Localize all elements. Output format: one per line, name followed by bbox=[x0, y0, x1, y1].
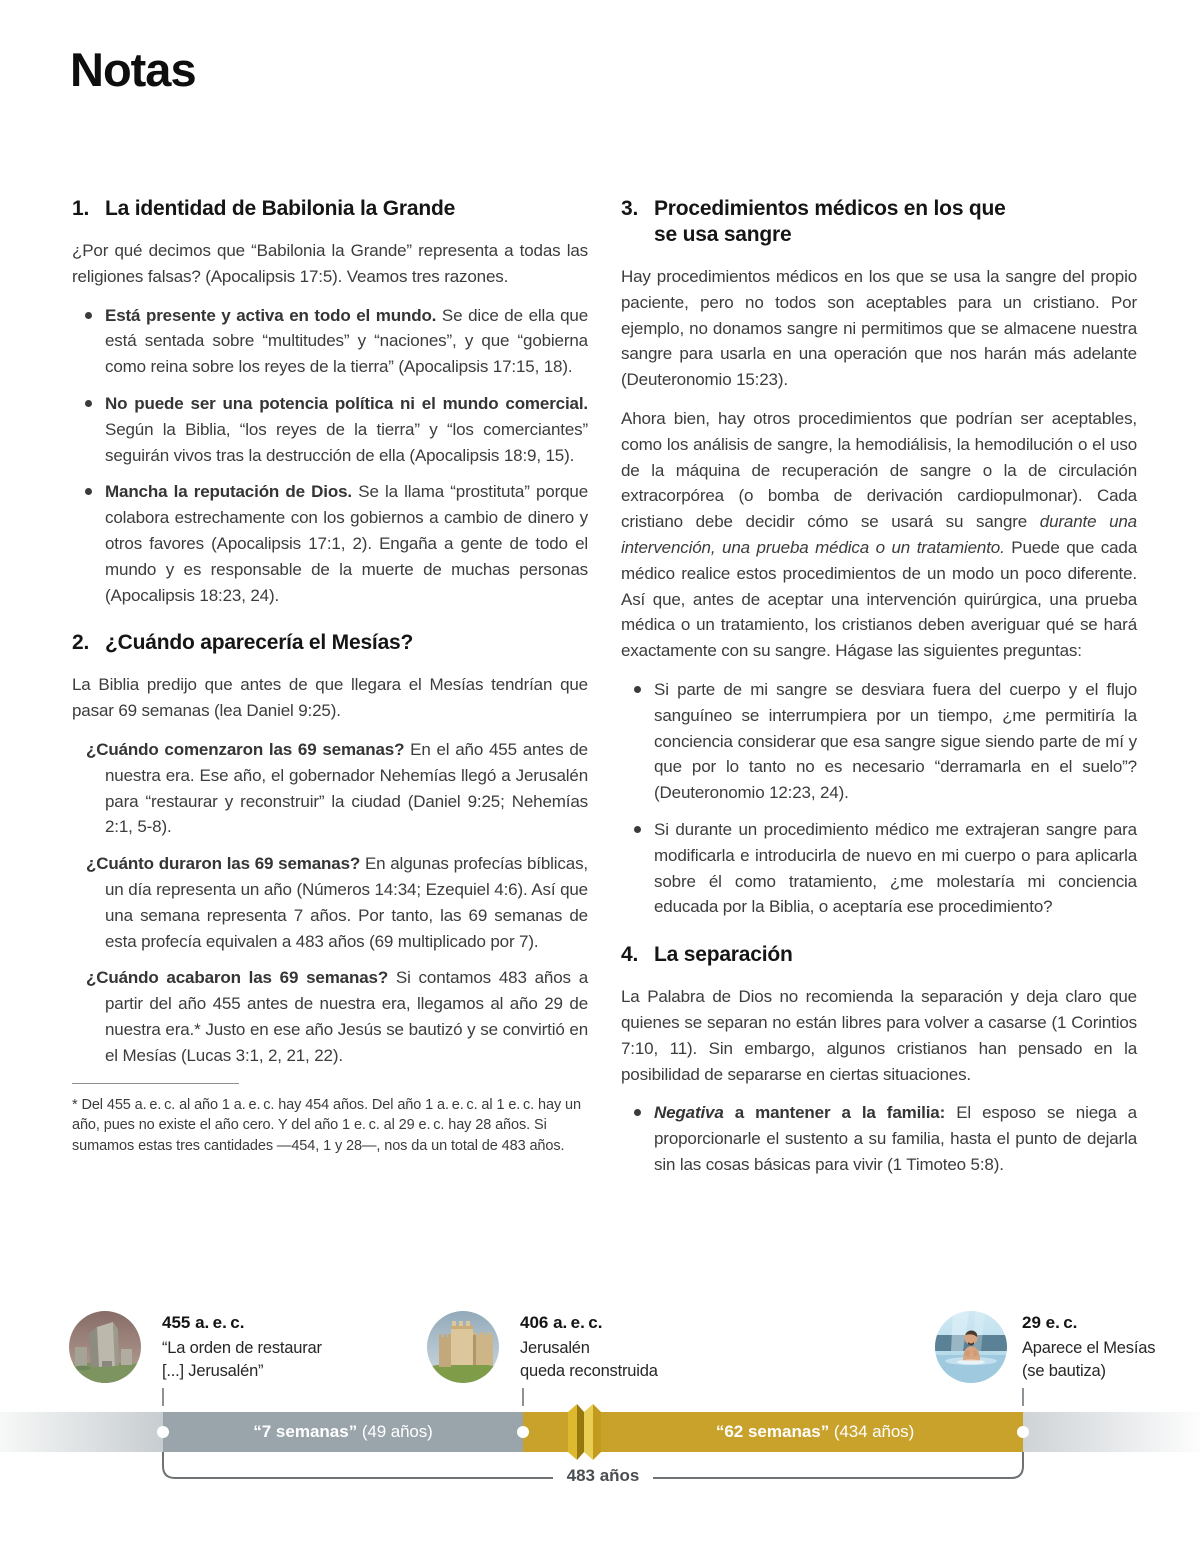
total-years-label: 483 años bbox=[566, 1466, 640, 1485]
section-4-intro bbox=[621, 984, 1137, 1087]
section-3-p2-text-after: Puede que cada médico realice estos procedimientos de un modo un poco diferente. Así que, antes de aceptar una intervención quirúrgica, una prueba médica o un tratamiento, los cristianos deben averiguar qué se hará exactamente con su sangre. Hágase las siguientes preguntas: bbox=[621, 537, 1138, 661]
timeline-bar-fade-left bbox=[0, 1412, 163, 1452]
section-3-p1-text: Hay procedimientos médicos en los que se usa la sangre del propio paciente, pero no todos son aceptables para un cristiano. Por ejemplo, no donamos sangre ni permitimos que se almacene nuestra sangre para usarla en una operación que nos harán más adelante (Deuteronomio 15:23). bbox=[621, 267, 1137, 390]
event-year: 29 e. c. bbox=[1022, 1313, 1078, 1332]
segment-label-rest: (434 años) bbox=[829, 1422, 915, 1441]
ruins-image bbox=[69, 1311, 141, 1383]
left-column bbox=[72, 196, 588, 1157]
bullet-dot bbox=[85, 488, 92, 495]
city-walls-illustration bbox=[427, 1311, 499, 1383]
baptism-image bbox=[935, 1311, 1007, 1383]
bullet-item bbox=[621, 677, 1137, 806]
event-description: Aparece el Mesías bbox=[1022, 1339, 1156, 1357]
footnote-rule bbox=[72, 1083, 239, 1084]
section-3-title-line1: Procedimientos médicos en los que bbox=[654, 197, 1006, 220]
bullet-lead: No puede ser una potencia política ni el mundo comercial. bbox=[105, 393, 588, 413]
bullet-lead: a mantener a la familia: bbox=[723, 1103, 957, 1123]
bullet-item bbox=[72, 479, 588, 608]
bullet-text: Según la Biblia, “los reyes de la tierra” y “los comerciantes” seguirán vivos tras la destrucción de ella (Apocalipsis 18:9, 15). bbox=[105, 419, 588, 465]
qa-paragraph bbox=[72, 965, 588, 1068]
footnote: * Del 455 a. e. c. al año 1 a. e. c. hay 454 años. Del año 1 a. e. c. al 1 e. c. hay un año, pues no existe el año cero. Y del año 1 e. c. al 29 e. c. hay 28 años. Si sumamos estas tres cantidades —454, 1 y 28—, nos da un total de 483 años. bbox=[72, 1096, 581, 1155]
section-4-heading bbox=[621, 942, 1137, 968]
city-walls-image bbox=[427, 1311, 499, 1383]
page-title: Notas bbox=[70, 43, 196, 96]
bullet-dot bbox=[85, 400, 92, 407]
section-2-title: ¿Cuándo aparecería el Mesías? bbox=[105, 631, 414, 655]
section-1-intro bbox=[72, 238, 588, 290]
timeline-segment-7-weeks bbox=[163, 1412, 523, 1452]
timeline-event-29 bbox=[1022, 1313, 1200, 1382]
qa-answer: En el año 455 antes de nuestra era. Ese año, el gobernador Nehemías llegó a Jerusalén para “restaurar y reconstruir” la ciudad (Daniel 9:25; Nehemías 2:1, 5-8). bbox=[105, 739, 588, 837]
ruins-illustration bbox=[69, 1311, 141, 1383]
bullet-item bbox=[621, 817, 1137, 920]
section-1-title: La identidad de Babilonia la Grande bbox=[105, 197, 456, 220]
qa-question: ¿Cuándo acabaron las 69 semanas? bbox=[86, 968, 396, 988]
bullet-item bbox=[72, 391, 588, 468]
bullet-lead: Está presente y activa en todo el mundo. bbox=[105, 305, 442, 325]
bullet-text: El esposo se niega a proporcionarle el sustento a su familia, hasta el punto de dejarla sin las cosas básicas para vivir (1 Timoteo 5:8). bbox=[654, 1103, 1137, 1174]
bullet-dot bbox=[634, 1109, 641, 1116]
section-4-intro-text: La Palabra de Dios no recomienda la separación y deja claro que quienes se separan no están libres para volver a casarse (1 Corintios 7:10, 11). Sin embargo, algunos cristianos han pensado en la posibilidad de separarse en ciertas situaciones. bbox=[621, 987, 1137, 1084]
bullet-item bbox=[72, 303, 588, 380]
section-2-intro-text: La Biblia predijo que antes de que llegara el Mesías tendrían que pasar 69 semanas (lea Daniel 9:25). bbox=[72, 675, 588, 721]
timeline-tick bbox=[522, 1388, 524, 1406]
section-3-p2-text: Ahora bien, hay otros procedimientos que podrían ser aceptables, como los análisis de sangre, la hemodiálisis, la hemodilución o el uso de la máquina de recuperación de sangre o la de circulación extracorpórea (o bomba de derivación cardiopulmonar). Cada cristiano debe decidir cómo se usará su sangre bbox=[621, 408, 1137, 532]
segment-label-bold: “7 semanas” bbox=[253, 1422, 358, 1441]
timeline-event-406 bbox=[520, 1313, 740, 1382]
event-description: queda reconstruida bbox=[520, 1361, 658, 1380]
section-3-paragraph-2 bbox=[621, 406, 1137, 664]
section-2-heading bbox=[72, 630, 588, 656]
bullet-dot bbox=[634, 686, 641, 693]
section-2-number: 2. bbox=[72, 631, 90, 655]
section-3-number: 3. bbox=[621, 197, 639, 220]
segment-label-rest: (49 años) bbox=[357, 1422, 433, 1441]
event-description: “La orden de restaurar bbox=[162, 1339, 322, 1357]
bullet-item bbox=[621, 1100, 1137, 1177]
event-description: Jerusalén bbox=[520, 1339, 590, 1357]
bullet-dot bbox=[634, 826, 641, 833]
qa-answer: En algunas profecías bíblicas, un día representa un año (Números 14:34; Ezequiel 4:6). Así que una semana representa 7 años. Por tanto, las 69 semanas de esta profecía equivalen a 483 años (69 multiplicado por 7). bbox=[105, 854, 588, 951]
section-3-title-line2: se usa sangre bbox=[654, 223, 792, 246]
bullet-text: Si parte de mi sangre se desviara fuera del cuerpo y el flujo sanguíneo se interrumpiera por un tiempo, ¿me permitiría la conciencia considerar que esa sangre sigue siendo parte de mí y que por lo tanto no es necesario “derramarla en el suelo”? (Deuteronomio 12:23, 24). bbox=[654, 679, 1137, 803]
timeline-dot bbox=[517, 1426, 529, 1438]
section-3-p2-italic: durante una intervención, una prueba médica o un tratamiento. bbox=[621, 512, 1137, 557]
event-year: 455 a. e. c. bbox=[162, 1313, 245, 1332]
section-4-number: 4. bbox=[621, 943, 639, 967]
bullet-lead: Mancha la reputación de Dios. bbox=[105, 482, 359, 502]
qa-paragraph bbox=[72, 737, 588, 840]
timeline-tick bbox=[1022, 1388, 1024, 1406]
qa-paragraph bbox=[72, 851, 588, 954]
section-1-intro-text: ¿Por qué decimos que “Babilonia la Grande” representa a todas las religiones falsas? (Apocalipsis 17:5). Veamos tres razones. bbox=[72, 241, 588, 286]
section-2-intro bbox=[72, 672, 588, 724]
bullet-dot bbox=[85, 312, 92, 319]
qa-answer: Si contamos 483 años a partir del año 455 antes de nuestra era, llegamos al año 29 de nuestra era.* Justo en ese año Jesús se bautizó y se convirtió en el Mesías (Lucas 3:1, 2, 21, 22). bbox=[105, 968, 589, 1065]
timeline-dot bbox=[157, 1426, 169, 1438]
qa-question: ¿Cuánto duraron las 69 semanas? bbox=[86, 854, 365, 874]
segment-label-bold: “62 semanas” bbox=[715, 1422, 830, 1441]
event-year: 406 a. e. c. bbox=[520, 1313, 603, 1332]
section-1-heading bbox=[72, 196, 588, 222]
section-3-paragraph-1 bbox=[621, 264, 1137, 393]
qa-question: ¿Cuándo comenzaron las 69 semanas? bbox=[86, 739, 411, 759]
section-4-title: La separación bbox=[654, 943, 793, 967]
baptism-illustration bbox=[935, 1311, 1007, 1383]
timeline-tick bbox=[162, 1388, 164, 1406]
bullet-text: Se la llama “prostituta” porque colabora estrechamente con los gobiernos a cambio de dinero y otros favores (Apocalipsis 17:1, 2). Engaña a gente de todo el mundo y es responsable de la muerte de muchas personas (Apocalipsis 18:23, 24). bbox=[105, 482, 589, 605]
bullet-text: Se dice de ella que está sentada sobre “multitudes” y “naciones”, y que “gobierna como reina sobre los reyes de la tierra” (Apocalipsis 17:15, 18). bbox=[105, 305, 588, 377]
section-3-heading bbox=[621, 196, 1137, 248]
event-description: (se bautiza) bbox=[1022, 1361, 1106, 1380]
right-column bbox=[621, 196, 1137, 1189]
timeline-dot bbox=[1017, 1426, 1029, 1438]
bullet-text: Si durante un procedimiento médico me extrajeran sangre para modificarla e introducirla de nuevo en mi cuerpo o para aplicarla sobre él como tratamiento, ¿me molestaría mi conciencia educada por la Biblia, o aceptaría ese procedimiento? bbox=[654, 819, 1137, 917]
section-1-number: 1. bbox=[72, 197, 90, 220]
bullet-lead-italic: Negativa bbox=[654, 1103, 724, 1123]
timeline-bar-fade-right bbox=[1023, 1412, 1200, 1452]
timeline-event-455 bbox=[162, 1313, 382, 1382]
event-description: [...] Jerusalén” bbox=[162, 1361, 264, 1380]
